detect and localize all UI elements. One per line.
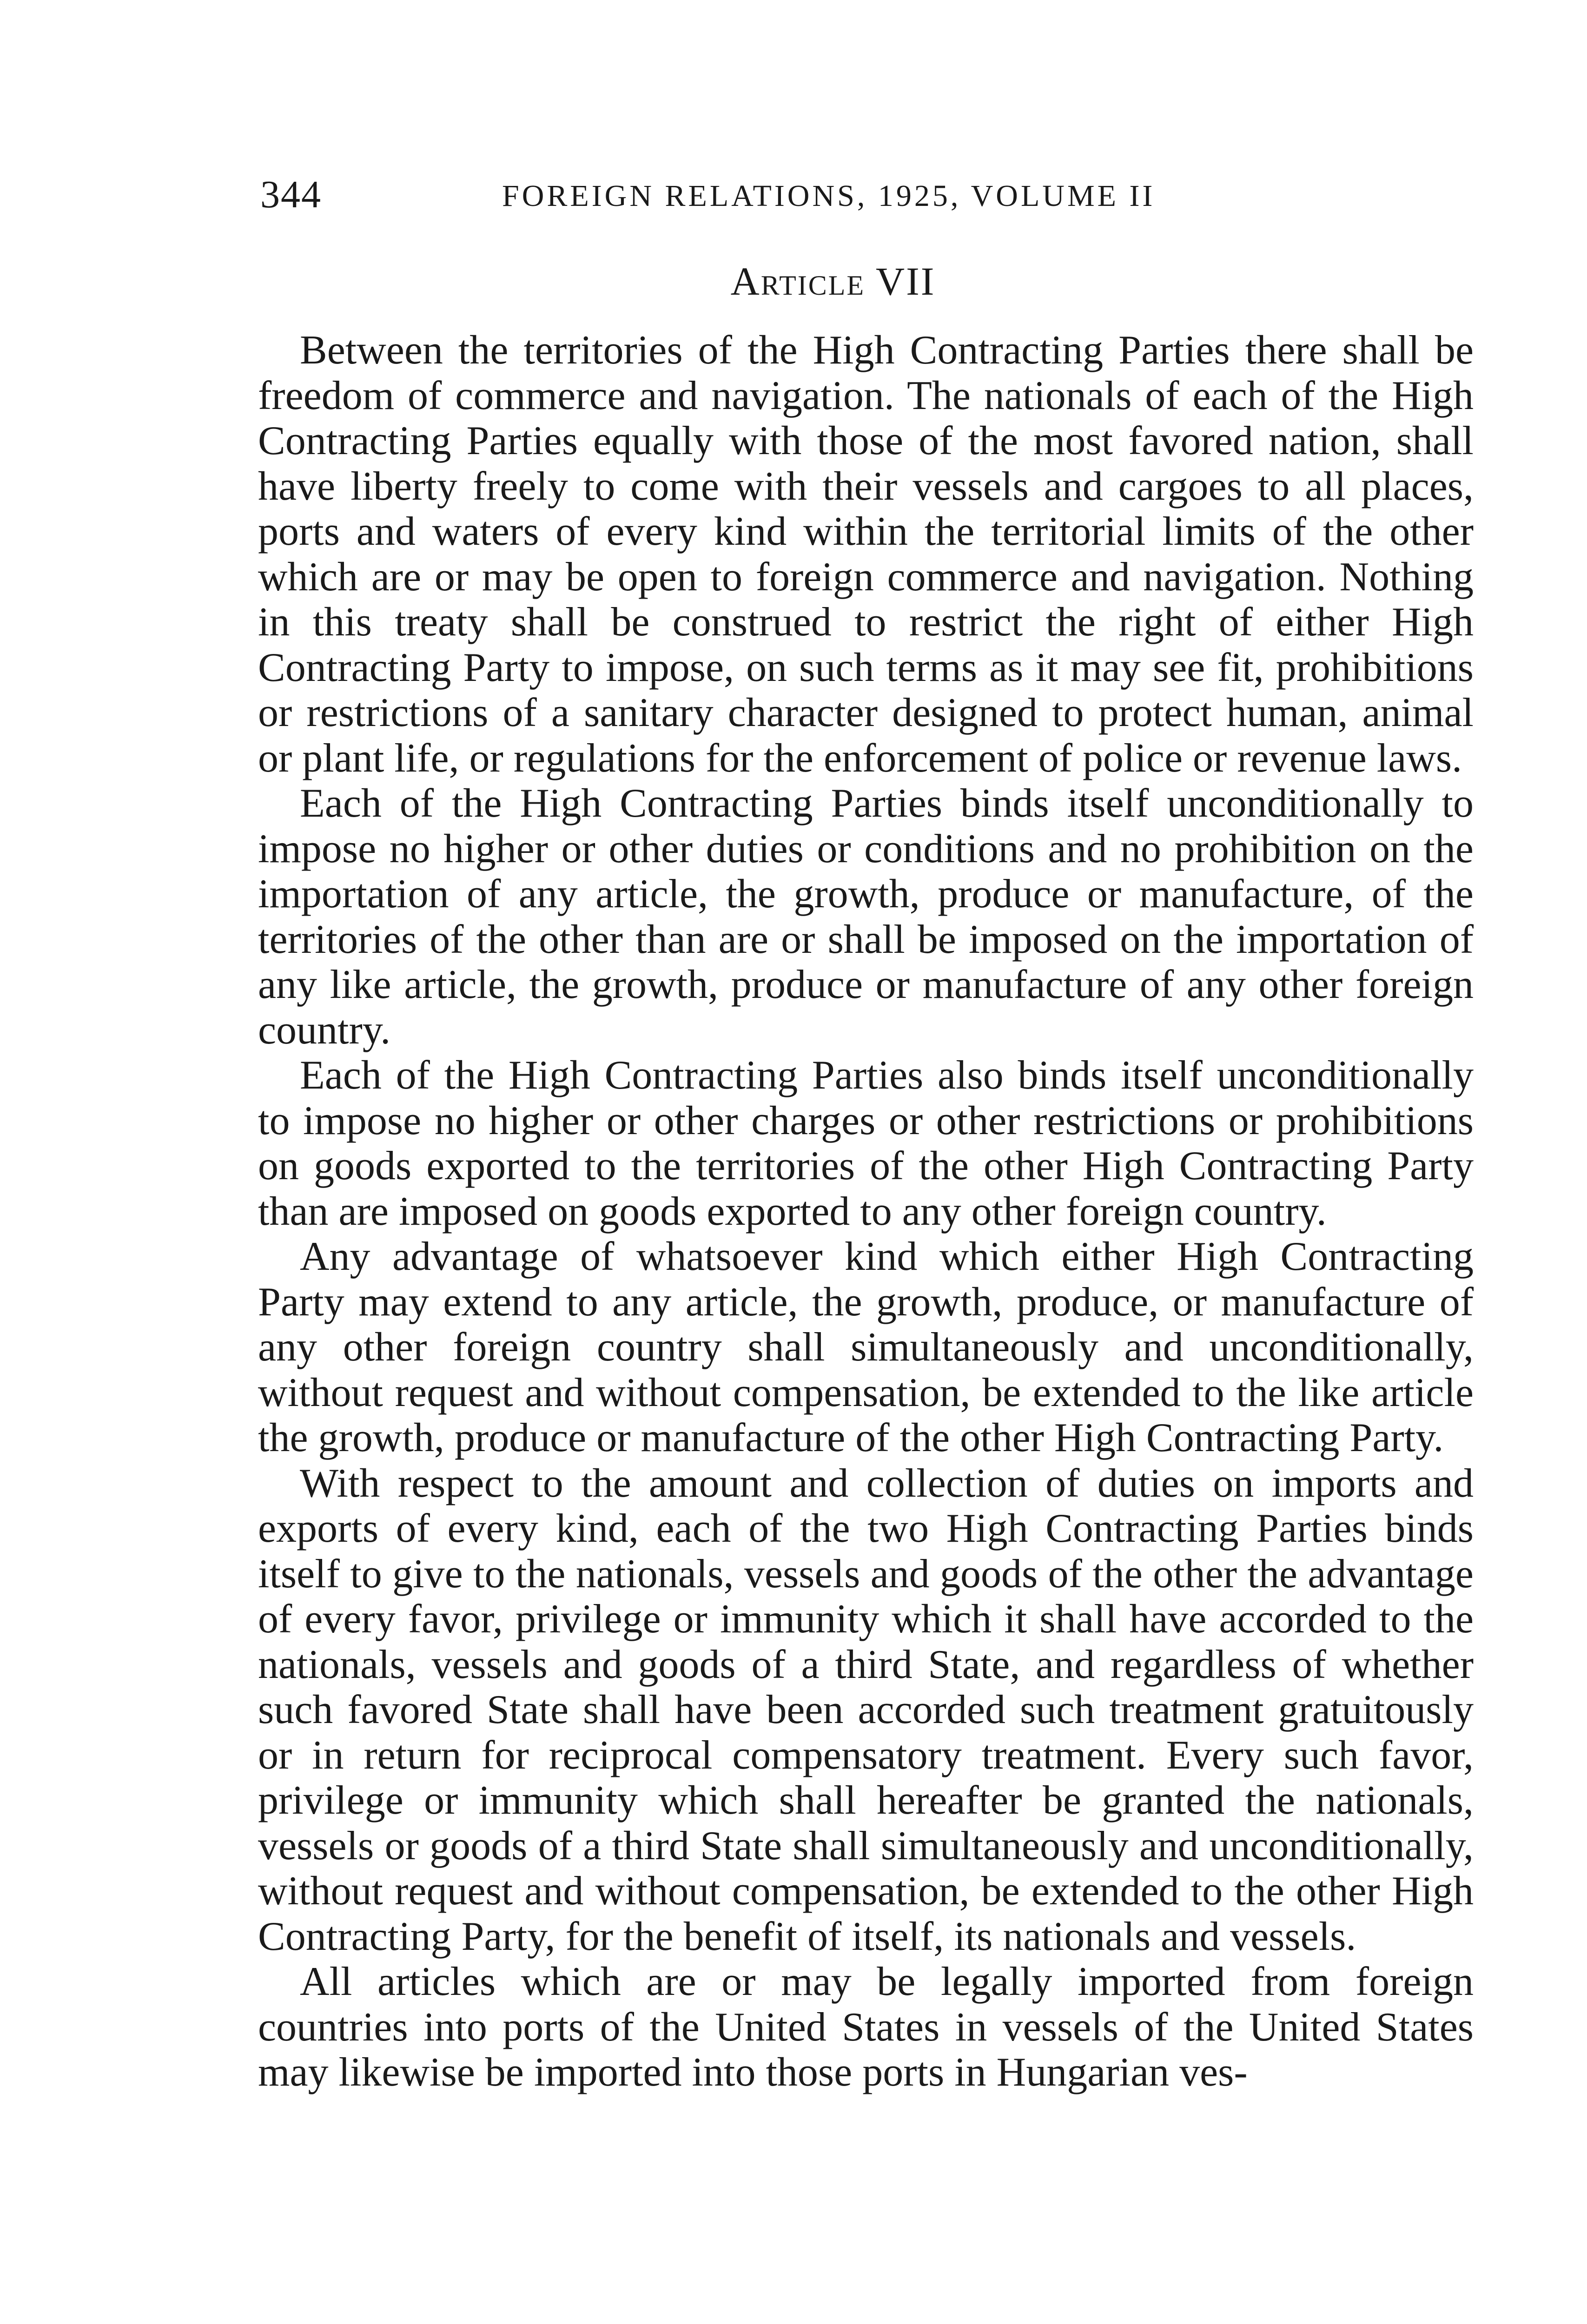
paragraph: Any advantage of whatsoever kind which either High Contracting Party may extend to any article, the growth, produce, or manufacture of any other foreign country shall simultaneously and unconditionally, without request and without compensation, be extended to the like article the growth, produce or manufacture of the other High Contracting Party. bbox=[258, 1234, 1474, 1460]
paragraph: With respect to the amount and collection of duties on imports and exports of every kind, each of the two High Contracting Parties binds itself to give to the nationals, vessels and goods of the other the advantage of every favor, privilege or immunity which it shall have accorded to the nationals, vessels and goods of a third State, and regardless of whether such favored State shall have been accorded such treatment gratuitously or in return for reciprocal compensatory treatment. Every such favor, privilege or immunity which shall hereafter be granted the nationals, vessels or goods of a third State shall simultaneously and unconditionally, without request and without compensation, be extended to the other High Contracting Party, for the benefit of itself, its nationals and vessels. bbox=[258, 1460, 1474, 1959]
paragraph: Between the territories of the High Contracting Parties there shall be freedom of commerce and navigation. The nationals of each of the High Contracting Parties equally with those of the most favored nation, shall have liberty freely to come with their vessels and cargoes to all places, ports and waters of every kind within the territorial limits of the other which are or may be open to foreign commerce and navigation. Nothing in this treaty shall be construed to restrict the right of either High Contracting Party to impose, on such terms as it may see fit, prohibitions or restrictions of a sanitary character designed to protect human, animal or plant life, or regulations for the enforcement of police or revenue laws. bbox=[258, 328, 1474, 781]
page-number: 344 bbox=[260, 173, 322, 216]
paragraph: Each of the High Contracting Parties also binds itself unconditionally to impose no higher or other charges or other restrictions or prohibitions on goods exported to the territories of the other High Contracting Party than are imposed on goods exported to any other foreign country. bbox=[258, 1053, 1474, 1234]
page-header bbox=[260, 172, 1469, 223]
paragraph: All articles which are or may be legally imported from foreign countries into ports of the United States in vessels of the United States may likewise be imported into those ports in Hungarian ves- bbox=[258, 1959, 1474, 2095]
running-head: FOREIGN RELATIONS, 1925, VOLUME II bbox=[502, 179, 1156, 213]
paragraph: Each of the High Contracting Parties binds itself unconditionally to impose no higher or other duties or conditions and no prohibition on the importation of any article, the growth, produce or manufacture, of the territories of the other than are or shall be imposed on the importation of any like article, the growth, produce or manufacture of any other foreign country. bbox=[258, 781, 1474, 1053]
article-title: Article VII bbox=[730, 259, 936, 304]
article-body bbox=[258, 328, 1474, 2095]
